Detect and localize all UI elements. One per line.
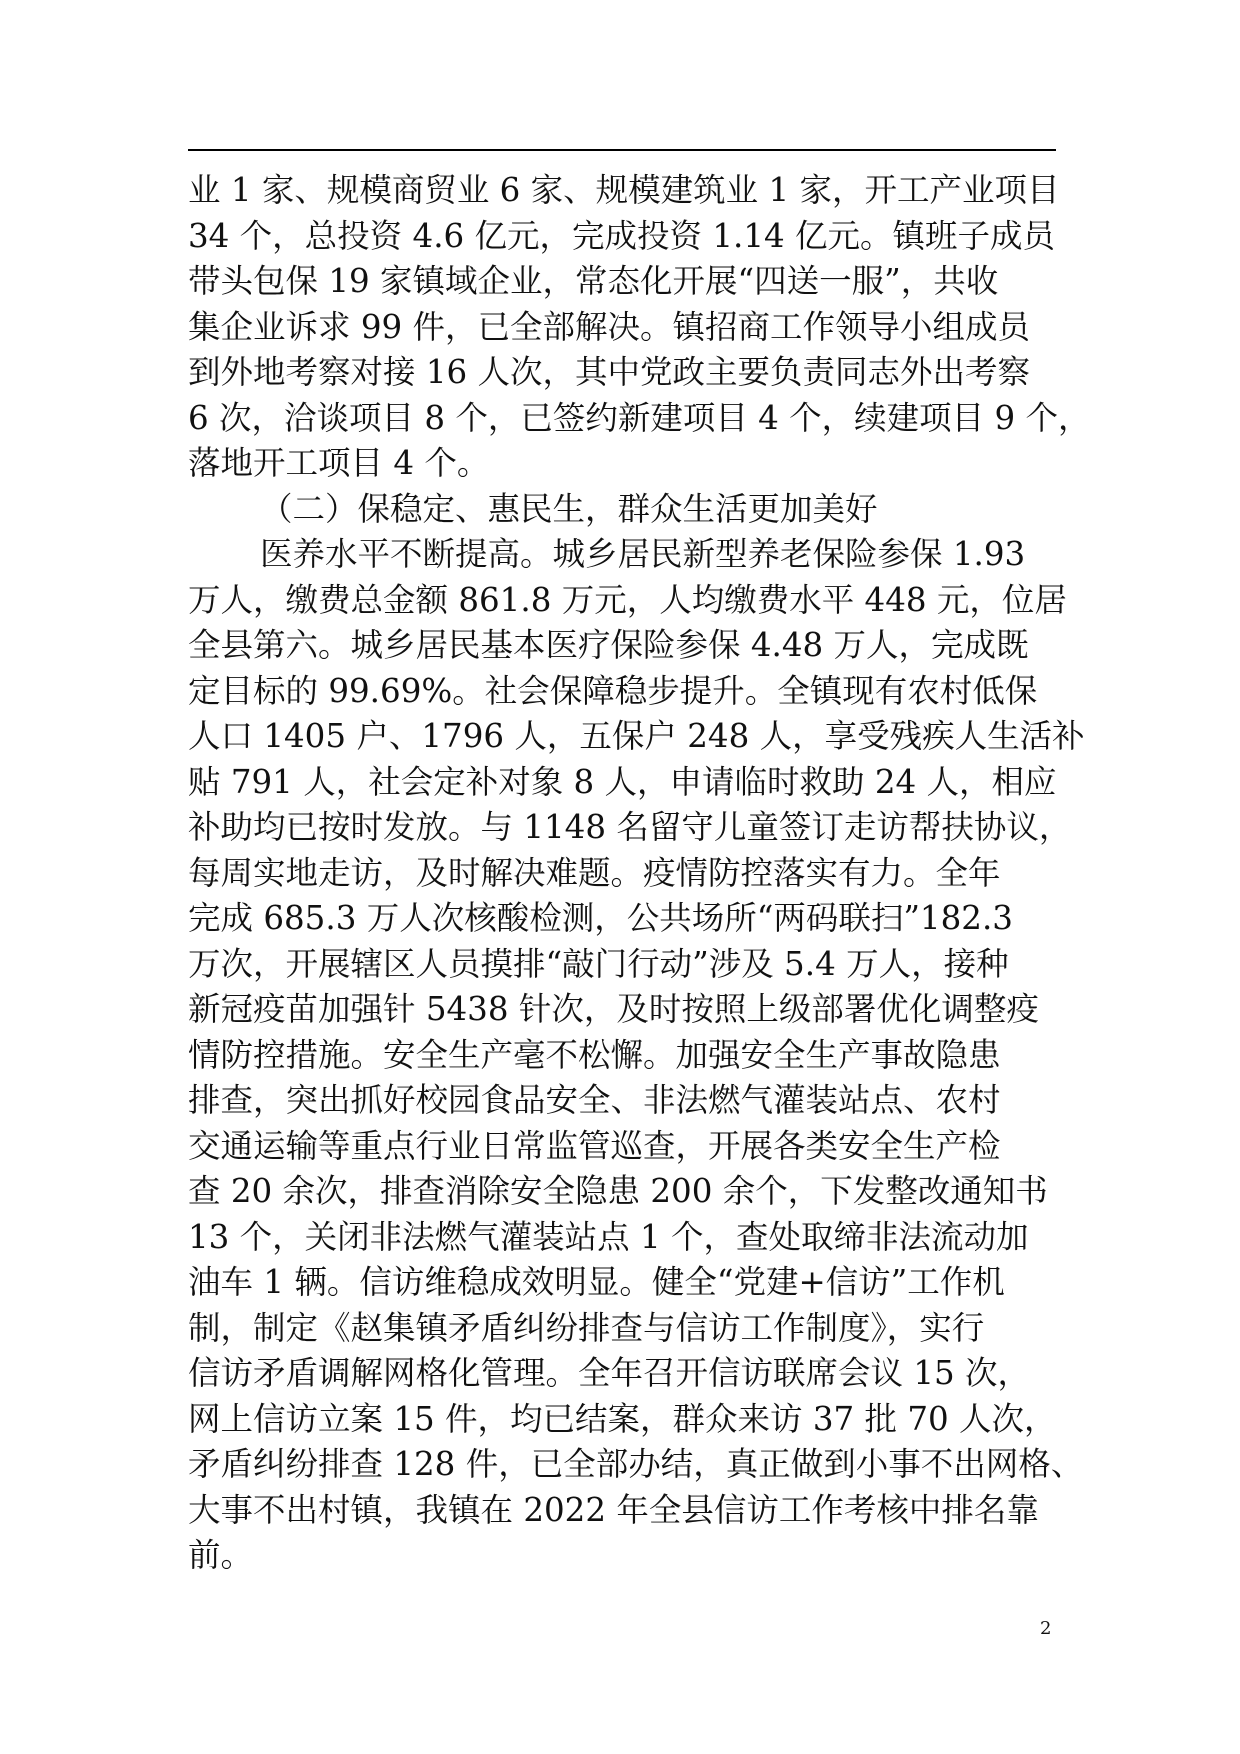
text-line: 排查，突出抓好校园食品安全、非法燃气灌装站点、农村 — [188, 1081, 1001, 1119]
text-line: 大事不出村镇，我镇在 2022 年全县信访工作考核中排名靠 — [188, 1490, 1039, 1529]
text-line: 完成 685.3 万人次核酸检测，公共场所“两码联扫”182.3 — [188, 899, 1013, 937]
text-line: 带头包保 19 家镇域企业，常态化开展“四送一服”，共收 — [188, 262, 999, 300]
text-line: 油车 1 辆。信访维稳成效明显。健全“党建+信访”工作机 — [188, 1263, 1005, 1301]
section-heading: （二）保稳定、惠民生，群众生活更加美好 — [260, 489, 878, 528]
text-line: 信访矛盾调解网格化管理。全年召开信访联席会议 15 次， — [188, 1354, 1031, 1392]
text-line: 6 次，洽谈项目 8 个，已签约新建项目 4 个，续建项目 9 个， — [188, 398, 1091, 437]
text-line: 情防控措施。安全生产毫不松懈。加强安全生产事故隐患 — [188, 1035, 1001, 1074]
text-line: 13 个，关闭非法燃气灌装站点 1 个，查处取缔非法流动加 — [188, 1217, 1029, 1256]
text-line: 网上信访立案 15 件，均已结案，群众来访 37 批 70 人次， — [188, 1399, 1057, 1438]
text-line: 前。 — [188, 1536, 254, 1574]
text-line: 万次，开展辖区人员摸排“敲门行动”涉及 5.4 万人，接种 — [188, 944, 1009, 983]
text-line: 补助均已按时发放。与 1148 名留守儿童签订走访帮扶协议， — [188, 808, 1072, 846]
text-line: 集企业诉求 99 件，已全部解决。镇招商工作领导小组成员 — [188, 307, 1031, 346]
header-rule — [188, 149, 1056, 151]
text-line: 34 个，总投资 4.6 亿元，完成投资 1.14 亿元。镇班子成员 — [188, 216, 1056, 255]
page-number: 2 — [1040, 1618, 1052, 1639]
text-line: 矛盾纠纷排查 128 件，已全部办结，真正做到小事不出网格、 — [188, 1445, 1084, 1483]
text-line: 定目标的 99.69%。社会保障稳步提升。全镇现有农村低保 — [188, 671, 1038, 710]
text-line: 人口 1405 户、1796 人，五保户 248 人，享受残疾人生活补 — [188, 717, 1085, 755]
text-line: 制，制定《赵集镇矛盾纠纷排查与信访工作制度》，实行 — [188, 1308, 985, 1347]
text-line: 到外地考察对接 16 人次，其中党政主要负责同志外出考察 — [188, 353, 1031, 391]
text-line: 全县第六。城乡居民基本医疗保险参保 4.48 万人，完成既 — [188, 626, 1029, 664]
text-line: 落地开工项目 4 个。 — [188, 444, 490, 482]
text-line: 万人，缴费总金额 861.8 万元，人均缴费水平 448 元，位居 — [188, 580, 1067, 619]
text-line: 贴 791 人，社会定补对象 8 人，申请临时救助 24 人，相应 — [188, 762, 1057, 801]
paragraph-start: 医养水平不断提高。城乡居民新型养老保险参保 1.93 — [260, 535, 1026, 573]
text-line: 新冠疫苗加强针 5438 针次，及时按照上级部署优化调整疫 — [188, 990, 1039, 1028]
text-line: 交通运输等重点行业日常监管巡查，开展各类安全生产检 — [188, 1126, 1001, 1165]
text-line: 每周实地走访，及时解决难题。疫情防控落实有力。全年 — [188, 853, 1001, 892]
text-line: 业 1 家、规模商贸业 6 家、规模建筑业 1 家，开工产业项目 — [188, 171, 1060, 209]
body-text — [188, 168, 1091, 1579]
text-line: 查 20 余次，排查消除安全隐患 200 余个，下发整改通知书 — [188, 1172, 1048, 1210]
